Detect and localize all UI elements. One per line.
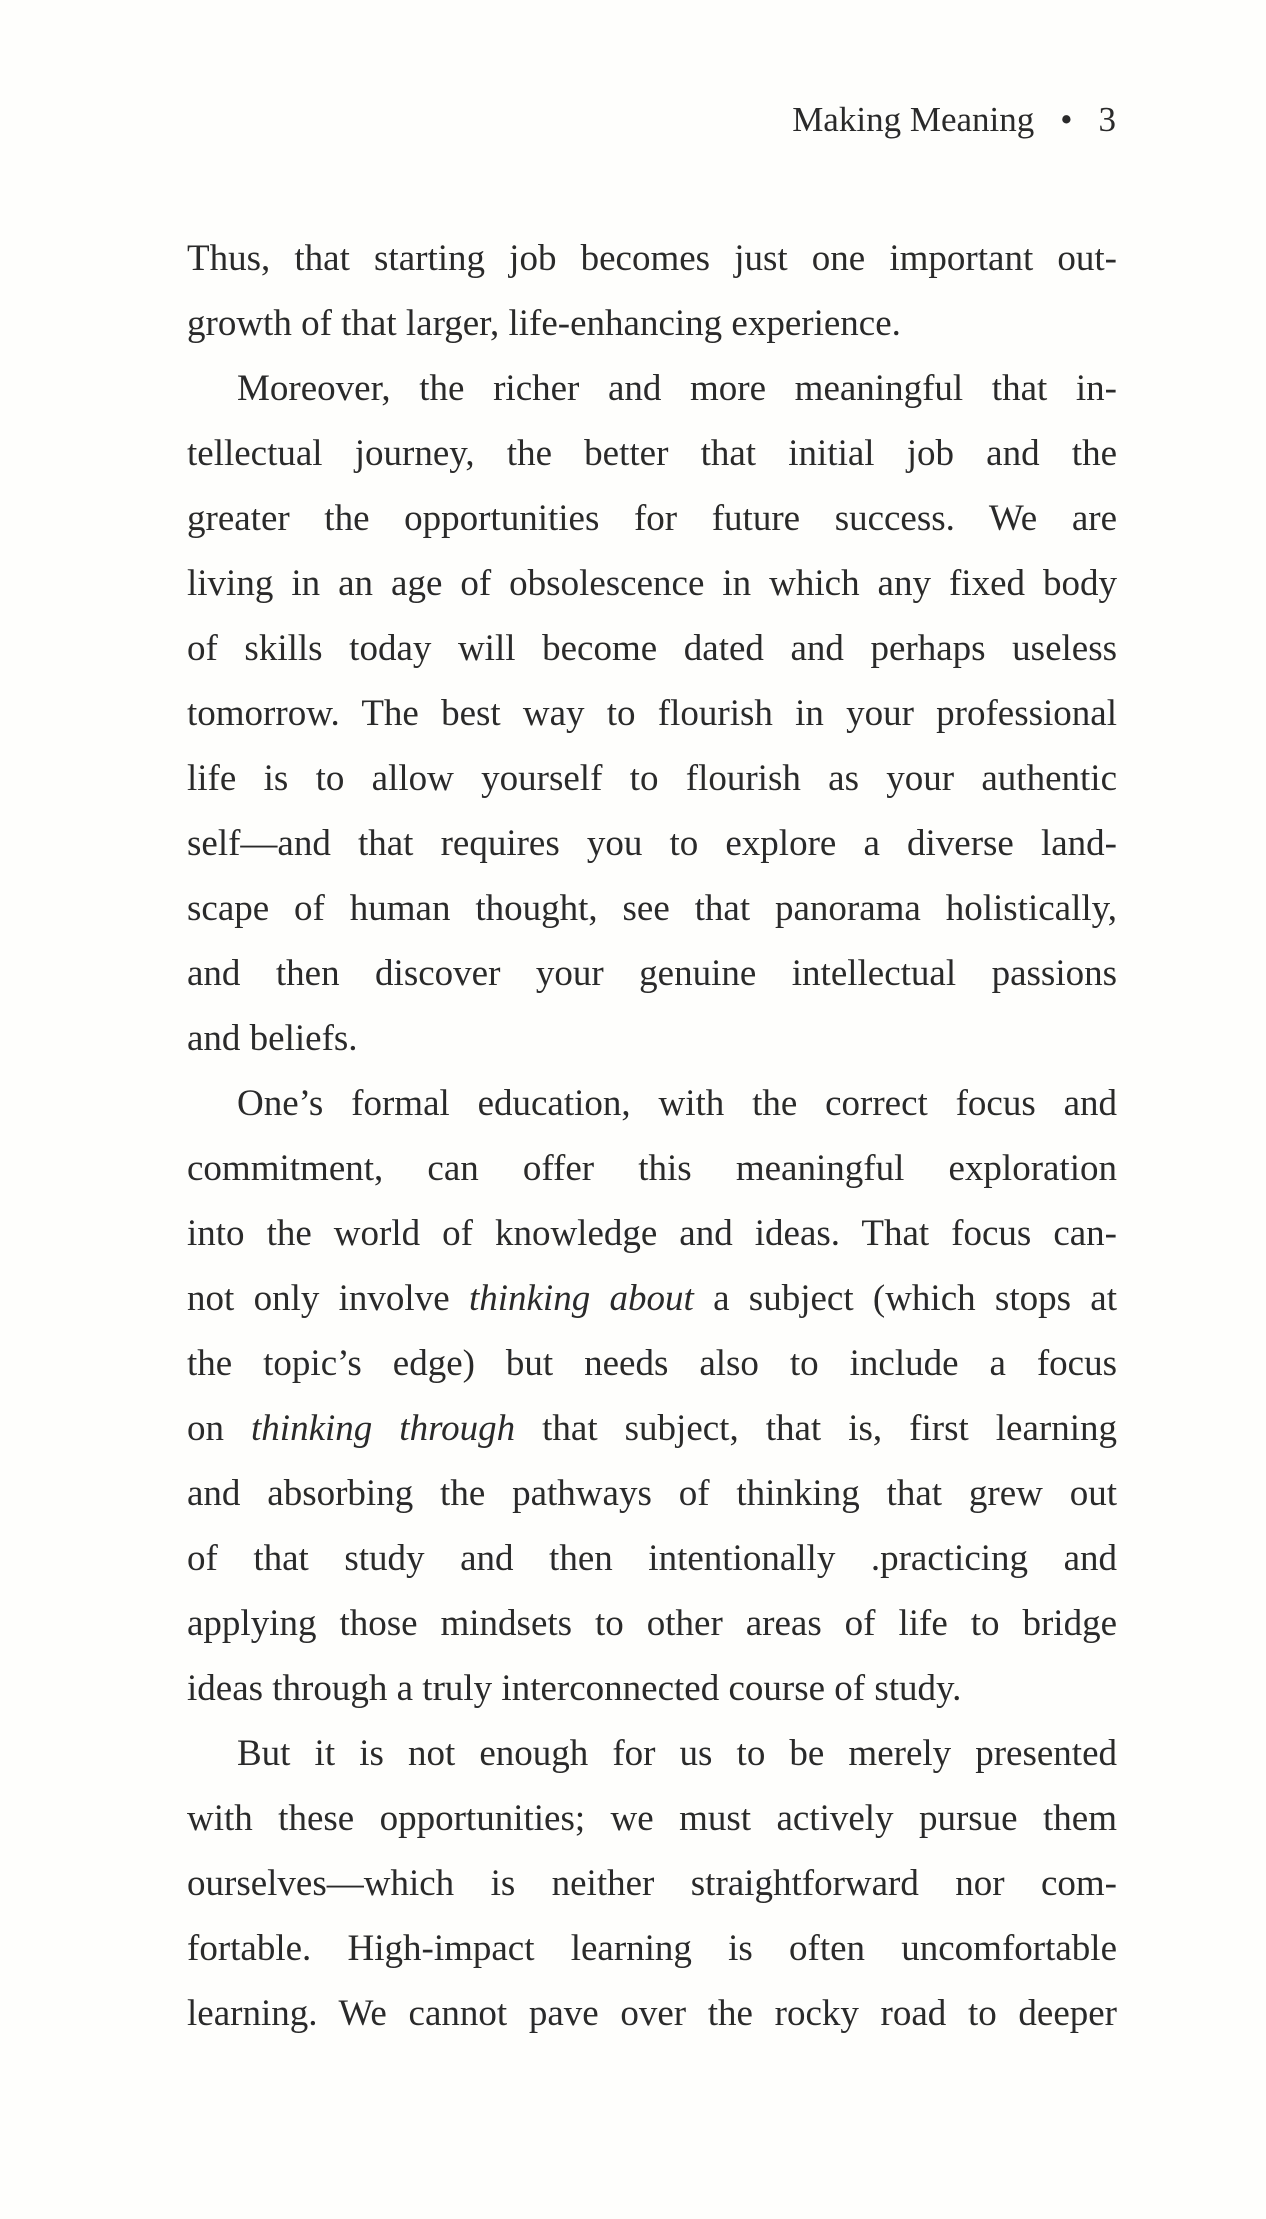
line-text: fortable. High-impact learning is often uncomfortable [187, 1928, 1117, 1969]
text-line [187, 1461, 1117, 1526]
line-text: and then discover your genuine intellectual passions [187, 953, 1117, 994]
separator-bullet: • [1060, 100, 1073, 139]
line-text: a subject (which stops at [693, 1278, 1118, 1319]
line-text: with these opportunities; we must actively pursue them [187, 1798, 1117, 1839]
text-line [187, 421, 1117, 486]
text-line [187, 1006, 1117, 1071]
text-line [187, 1136, 1117, 1201]
page-number: 3 [1098, 100, 1116, 139]
text-line [187, 1396, 1117, 1461]
text-line [187, 551, 1117, 616]
line-text: growth of that larger, life-enhancing experience. [187, 303, 901, 344]
line-text: One’s formal education, with the correct focus and [237, 1083, 1117, 1124]
italic-text: thinking through [251, 1408, 516, 1449]
running-title: Making Meaning [792, 100, 1035, 139]
line-text: commitment, can offer this meaningful exploration [187, 1148, 1117, 1189]
text-line [187, 1786, 1117, 1851]
text-line [187, 1331, 1117, 1396]
line-text: applying those mindsets to other areas of life to bridge [187, 1603, 1117, 1644]
text-line [187, 616, 1117, 681]
line-text: living in an age of obsolescence in which any fixed body [187, 563, 1117, 604]
italic-text: thinking about [468, 1278, 694, 1319]
line-text: tellectual journey, the better that initial job and the [187, 433, 1117, 474]
text-line [187, 1981, 1117, 2046]
text-line [187, 1071, 1117, 1136]
running-header [700, 100, 1116, 140]
text-line [187, 1851, 1117, 1916]
text-line [187, 1526, 1117, 1591]
line-text: the topic’s edge) but needs also to include a focus [187, 1343, 1117, 1384]
line-text: scape of human thought, see that panorama holistically, [187, 888, 1117, 929]
line-text: life is to allow yourself to flourish as your authentic [187, 758, 1117, 799]
text-line [187, 1656, 1117, 1721]
text-line [187, 746, 1117, 811]
line-text: of skills today will become dated and perhaps useless [187, 628, 1117, 669]
line-text: into the world of knowledge and ideas. That focus can- [187, 1213, 1117, 1254]
text-line [187, 1201, 1117, 1266]
line-text: Thus, that starting job becomes just one important out- [187, 238, 1117, 279]
line-text: Moreover, the richer and more meaningful that in- [237, 368, 1117, 409]
text-line [187, 811, 1117, 876]
line-text: ourselves—which is neither straightforward nor com- [187, 1863, 1117, 1904]
text-line [187, 941, 1117, 1006]
text-line [187, 876, 1117, 941]
line-text: that subject, that is, first learning [515, 1408, 1118, 1449]
line-text: tomorrow. The best way to flourish in your professional [187, 693, 1117, 734]
line-text: learning. We cannot pave over the rocky road to deeper [187, 1993, 1117, 2034]
line-text: on [187, 1408, 252, 1449]
text-line [187, 226, 1117, 291]
text-line [187, 1721, 1117, 1786]
line-text: greater the opportunities for future success. We are [187, 498, 1117, 539]
text-line [187, 1916, 1117, 1981]
text-line [187, 356, 1117, 421]
line-text: But it is not enough for us to be merely presented [237, 1733, 1117, 1774]
text-line [187, 1266, 1117, 1331]
line-text: self—and that requires you to explore a diverse land- [187, 823, 1117, 864]
line-text: and absorbing the pathways of thinking that grew out [187, 1473, 1117, 1514]
text-line [187, 681, 1117, 746]
line-text: and beliefs. [187, 1018, 358, 1059]
text-line [187, 486, 1117, 551]
line-text: not only involve [187, 1278, 469, 1319]
line-text: of that study and then intentionally .practicing and [187, 1538, 1117, 1579]
line-text: ideas through a truly interconnected course of study. [187, 1668, 962, 1709]
text-line [187, 291, 1117, 356]
body-text [187, 226, 1117, 2046]
text-line [187, 1591, 1117, 1656]
